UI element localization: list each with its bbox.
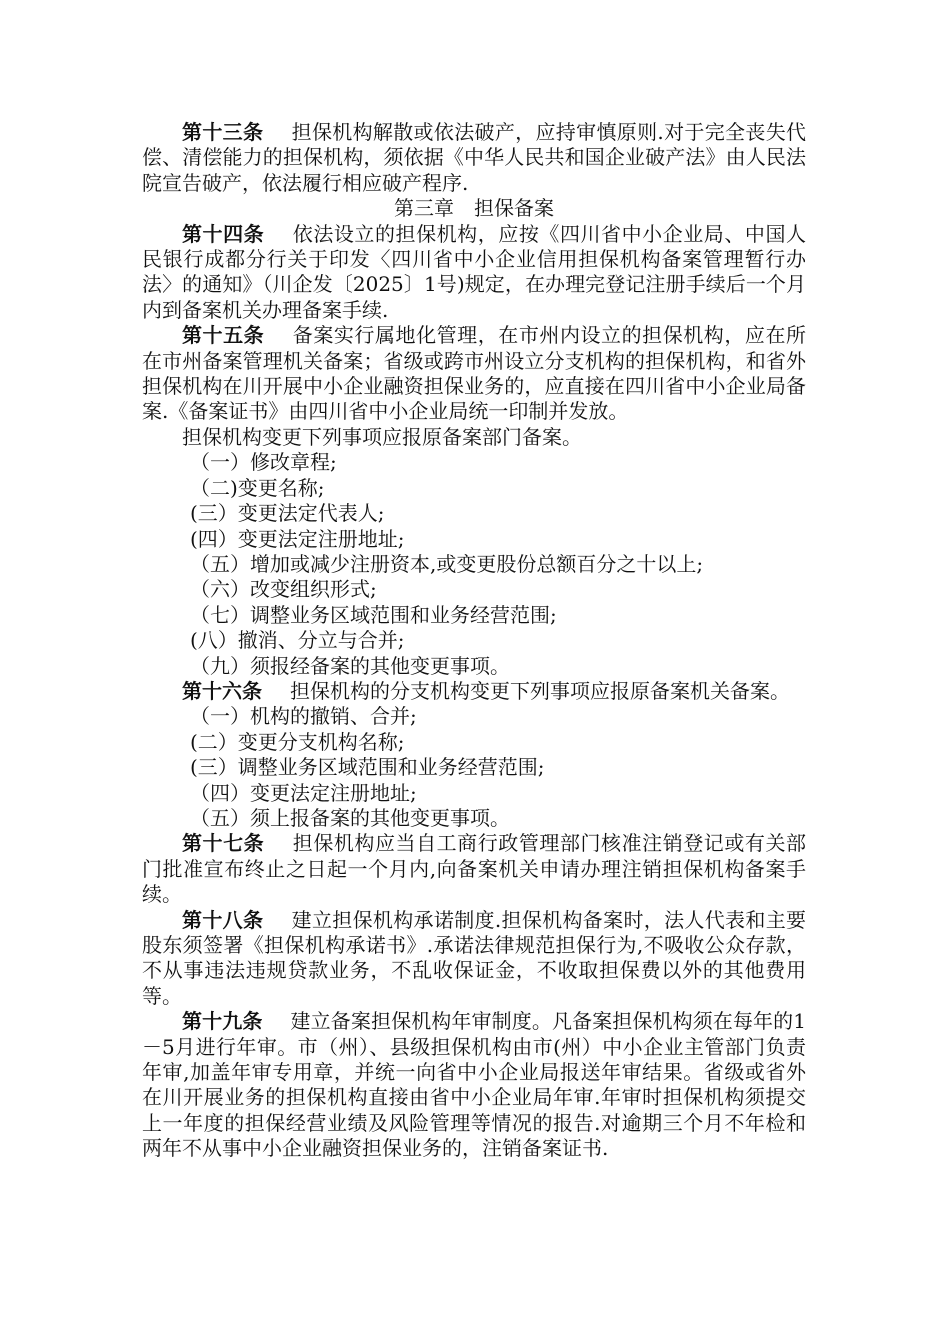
article-label: 第十八条 xyxy=(182,907,264,932)
list-item: （五）须上报备案的其他变更事项。 xyxy=(190,805,510,830)
article-label: 第十三条 xyxy=(182,120,264,144)
article-text: 建立备案担保机构年审制度。凡备案担保机构须在每年的1－5月进行年审。市（州）、县级担保机构由市(州）中小企业主管部门负责年审,加盖年审专用章，并统一向省中小企业局报送年审结果。省级或省外在川开展业务的担保机构直接由省中小企业局年审.年审时担保机构须提交上一年度的担保经营业绩及风险管理等情况的报告.对逾期三个月不年检和两年不从事中小企业融资担保业务的，注销备案证书. xyxy=(142,1009,806,1161)
chapter-heading: 第三章 担保备案 xyxy=(394,196,554,221)
article-label: 第十七条 xyxy=(182,831,265,856)
list-item: (四）变更法定注册地址; xyxy=(190,526,405,551)
list-item: (二）变更分支机构名称; xyxy=(190,729,405,754)
article-label: 第十四条 xyxy=(182,221,265,246)
article-text: 依法设立的担保机构，应按《四川省中小企业局、中国人民银行成都分行关于印发〈四川省中小企业信用担保机构备案管理暂行办法〉的通知》（川企发〔2025〕1号)规定，在办理完登记注册手续后一个月内到备案机关办理备案手续. xyxy=(142,221,807,322)
article-13 xyxy=(142,120,806,196)
article-15-intro: 担保机构变更下列事项应报原备案部门备案。 xyxy=(182,424,582,449)
list-item: （七）调整业务区域范围和业务经营范围; xyxy=(190,602,557,627)
article-text: 备案实行属地化管理，在市州内设立的担保机构，应在所在市州备案管理机关备案；省级或跨市州设立分支机构的担保机构，和省外担保机构在川开展中小企业融资担保业务的，应直接在四川省中小企业局备案.《备案证书》由四川省中小企业局统一印制并发放。 xyxy=(142,323,807,424)
article-text: 担保机构解散或依法破产，应持审慎原则.对于完全丧失代偿、清偿能力的担保机构，须依据《中华人民共和国企业破产法》由人民法院宣告破产，依法履行相应破产程序. xyxy=(142,120,807,195)
article-14 xyxy=(142,222,806,324)
list-item: （四）变更法定注册地址; xyxy=(190,780,417,805)
list-item: （一）修改章程; xyxy=(190,450,337,475)
article-17 xyxy=(142,831,806,907)
list-item: （九）须报经备案的其他变更事项。 xyxy=(190,653,510,678)
article-19 xyxy=(142,1009,806,1161)
list-item: （六）改变组织形式; xyxy=(190,577,377,602)
article-label: 第十九条 xyxy=(182,1009,263,1034)
article-18 xyxy=(142,908,806,1010)
list-item: （二)变更名称; xyxy=(190,475,325,500)
body-text xyxy=(142,120,806,1162)
list-item: （五）增加或减少注册资本,或变更股份总额百分之十以上; xyxy=(190,551,704,576)
list-item: (三）变更法定代表人; xyxy=(190,501,385,526)
article-15 xyxy=(142,323,806,425)
list-item: (三）调整业务区域范围和业务经营范围; xyxy=(190,755,545,780)
article-text: 担保机构应当自工商行政管理部门核准注销登记或有关部门批准宣布终止之日起一个月内,向备案机关申请办理注销担保机构备案手续。 xyxy=(142,831,807,907)
list-item: (八）撤消、分立与合并; xyxy=(190,628,405,653)
article-text: 建立担保机构承诺制度.担保机构备案时，法人代表和主要股东须签署《担保机构承诺书》.承诺法律规范担保行为,不吸收公众存款，不从事违法违规贷款业务，不乱收保证金，不收取担保费以外的其他费用等。 xyxy=(142,907,807,1008)
article-text: 担保机构的分支机构变更下列事项应报原备案机关备案。 xyxy=(290,678,790,703)
list-item: （一）机构的撤销、合并; xyxy=(190,704,417,729)
article-label: 第十六条 xyxy=(182,678,262,703)
article-16 xyxy=(142,679,806,704)
article-label: 第十五条 xyxy=(182,323,265,348)
